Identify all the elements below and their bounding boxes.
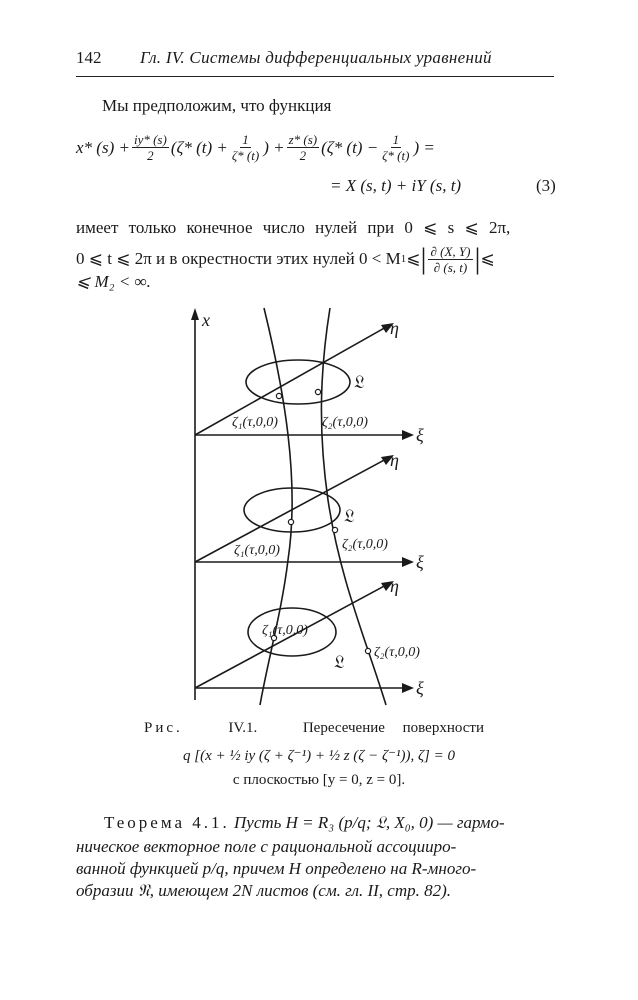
eq-paren-1: (ζ* (t) + bbox=[170, 137, 228, 157]
point-zeta2-bottom bbox=[365, 648, 370, 653]
intro-text: Мы предположим, что функция bbox=[102, 96, 332, 115]
jacobian-num: ∂ (X, Y) bbox=[430, 243, 471, 259]
header-rule bbox=[76, 76, 554, 77]
jacobian-den: ∂ (s, t) bbox=[433, 259, 468, 275]
label-zeta2-bottom: ζ₂(τ,0,0) bbox=[374, 645, 420, 660]
eq-fraction-z bbox=[287, 132, 320, 163]
x-axis-arrow bbox=[191, 308, 199, 320]
theorem-line-1-text: Пусть H = R₃ (p/q; 𝔏, X₀, 0) — гармо- bbox=[234, 813, 505, 832]
label-frak-l-middle: 𝔏 bbox=[344, 506, 355, 526]
paragraph-line-3: ⩽ M₂ < ∞. bbox=[76, 272, 151, 291]
equation-line-2: = X (s, t) + iY (s, t) bbox=[330, 176, 462, 195]
caption-line-1 bbox=[144, 720, 484, 737]
xi-arrow-bottom bbox=[402, 683, 414, 693]
paragraph-line-2 bbox=[76, 242, 495, 276]
eq-fraction-iy-num: iy* (s) bbox=[133, 132, 167, 147]
label-xi-top: ξ bbox=[416, 425, 424, 445]
theorem-line-4: образии 𝔑, имеющем 2N листов (см. гл. II, стр. 82). bbox=[76, 881, 452, 900]
label-zeta1-middle: ζ₁(τ,0,0) bbox=[234, 543, 280, 558]
label-frak-l-bottom: 𝔏 bbox=[334, 652, 345, 672]
label-xi-bottom: ξ bbox=[416, 678, 424, 698]
page-number: 142 bbox=[76, 48, 102, 67]
point-zeta2-top bbox=[315, 389, 320, 394]
abs-bar-left: | bbox=[420, 242, 427, 275]
label-zeta2-top: ζ₂(τ,0,0) bbox=[322, 415, 368, 430]
eq-fraction-iy-den: 2 bbox=[147, 148, 154, 163]
caption-line-2: q [(x + ½ iy (ζ + ζ⁻¹) + ½ z (ζ − ζ⁻¹)), ζ] = 0 bbox=[182, 748, 455, 764]
caption-number: IV.1. bbox=[228, 720, 258, 736]
eq-fraction-inv-2-num: 1 bbox=[392, 132, 400, 147]
equation-line-1 bbox=[76, 132, 435, 163]
eq-paren-3: (ζ* (t) − bbox=[321, 137, 379, 157]
theorem-label: Теорема 4.1. bbox=[104, 813, 230, 832]
xi-arrow-top bbox=[402, 430, 414, 440]
eq-paren-2: ) + bbox=[263, 137, 285, 157]
label-x-axis: x bbox=[202, 310, 210, 330]
label-eta-bottom: η bbox=[390, 576, 399, 596]
label-zeta2-middle: ζ₂(τ,0,0) bbox=[342, 537, 388, 552]
theorem-line-1 bbox=[104, 812, 505, 834]
equation-number: (3) bbox=[536, 176, 556, 195]
caption-line-3: с плоскостью [y = 0, z = 0]. bbox=[232, 772, 406, 788]
label-eta-top: η bbox=[390, 318, 399, 338]
point-zeta1-top bbox=[276, 393, 281, 398]
paragraph-line-1: имеет только конечное число нулей при 0 ⩽ s ⩽ 2π, bbox=[76, 218, 511, 237]
eq-fraction-inv-1-num: 1 bbox=[242, 132, 249, 147]
label-frak-l-top: 𝔏 bbox=[354, 372, 365, 392]
eq-fraction-iy bbox=[132, 132, 169, 163]
eq-fraction-inv-2-den: ζ* (t) bbox=[382, 148, 410, 163]
eq-fraction-inv-1-den: ζ* (t) bbox=[231, 148, 260, 163]
curve-left bbox=[260, 308, 292, 705]
eq-fraction-inv-1 bbox=[230, 132, 261, 163]
jacobian-fraction bbox=[428, 244, 472, 275]
eq-term-x: x* (s) + bbox=[76, 137, 130, 157]
eq-paren-4: ) = bbox=[413, 137, 435, 157]
eq-fraction-z-num: z* (s) bbox=[288, 132, 318, 147]
caption-prefix: Рис. bbox=[144, 720, 183, 736]
label-zeta1-top: ζ₁(τ,0,0) bbox=[232, 415, 278, 430]
label-eta-middle: η bbox=[390, 450, 399, 470]
figure-iv-1 bbox=[160, 300, 450, 710]
ellipse-top bbox=[246, 360, 350, 404]
running-title: Гл. IV. Системы дифференциальных уравнений bbox=[140, 48, 492, 67]
paragraph-line-2-c: ⩽ bbox=[480, 249, 495, 268]
theorem-line-3: ванной функцией p/q, причем H определено на R-много- bbox=[76, 859, 477, 878]
eq-fraction-inv-2 bbox=[380, 132, 411, 163]
label-xi-middle: ξ bbox=[416, 552, 424, 572]
eq-fraction-z-den: 2 bbox=[299, 148, 307, 163]
abs-bar-right: | bbox=[474, 242, 481, 275]
paragraph-line-2-a: 0 ⩽ t ⩽ 2π и в окрестности этих нулей 0 < M bbox=[76, 249, 401, 268]
xi-arrow-middle bbox=[402, 557, 414, 567]
theorem-line-2: ническое векторное поле с рациональной ассоцииро- bbox=[76, 837, 457, 856]
caption-title: Пересечение поверхности bbox=[302, 720, 484, 736]
point-zeta2-middle bbox=[332, 527, 337, 532]
label-zeta1-bottom: ζ₁(τ,0,0) bbox=[262, 623, 308, 638]
paragraph-line-2-b: ⩽ bbox=[406, 249, 421, 268]
paragraph-line-2-sub: 1 bbox=[400, 253, 407, 265]
point-zeta1-middle bbox=[288, 519, 293, 524]
